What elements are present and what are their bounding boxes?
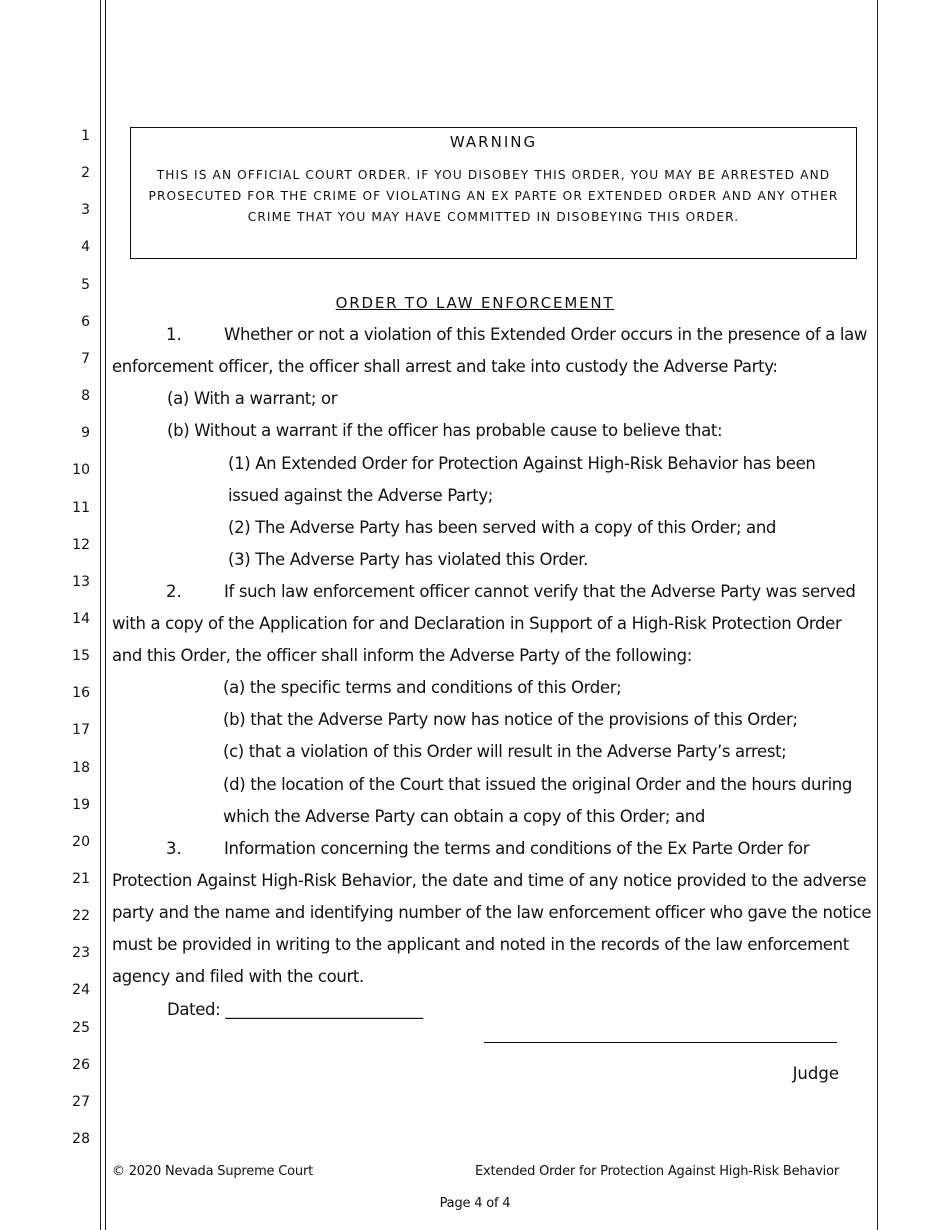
line-number: 14	[72, 611, 90, 627]
paragraph-line: agency and filed with the court.	[112, 967, 364, 986]
left-margin-rule	[100, 0, 101, 1230]
paragraph-line: Protection Against High-Risk Behavior, the date and time of any notice provided to the adverse	[112, 871, 867, 890]
subitem-line: (a) With a warrant; or	[167, 389, 338, 408]
dated-field[interactable]: Dated: _________________________	[167, 1000, 423, 1019]
line-number: 5	[81, 277, 90, 293]
line-number: 3	[81, 202, 90, 218]
line-number: 24	[72, 982, 90, 998]
line-number: 17	[72, 722, 90, 738]
line-number: 15	[72, 648, 90, 664]
line-number: 12	[72, 537, 90, 553]
paragraph-line: party and the name and identifying number of the law enforcement officer who gave the notice	[112, 903, 872, 922]
subitem-line: (c) that a violation of this Order will result in the Adverse Party’s arrest;	[223, 742, 787, 761]
line-number: 6	[81, 314, 90, 330]
subitem-line: which the Adverse Party can obtain a copy of this Order; and	[223, 807, 705, 826]
line-number: 20	[72, 834, 90, 850]
line-number: 18	[72, 760, 90, 776]
footer-copyright: © 2020 Nevada Supreme Court	[112, 1164, 313, 1179]
paragraph-line: If such law enforcement officer cannot verify that the Adverse Party was served	[224, 582, 856, 601]
paragraph-line: with a copy of the Application for and Declaration in Support of a High-Risk Protection Order	[112, 614, 842, 633]
right-margin-rule	[877, 0, 878, 1230]
line-number: 9	[81, 425, 90, 441]
line-number: 21	[72, 871, 90, 887]
line-number: 19	[72, 797, 90, 813]
paragraph-line: and this Order, the officer shall inform the Adverse Party of the following:	[112, 646, 692, 665]
judge-signature-line[interactable]	[484, 1042, 837, 1043]
warning-text: THIS IS AN OFFICIAL COURT ORDER. IF YOU DISOBEY THIS ORDER, YOU MAY BE ARRESTED AND PROSECUTED FOR THE CRIME OF VIOLATING AN EX PARTE OR EXTENDED ORDER AND ANY OTHER CRIME THAT YOU MAY HAVE COMMITTED IN DISOBEYING THIS ORDER.	[148, 168, 839, 224]
warning-title: WARNING	[449, 133, 538, 151]
section-heading: ORDER TO LAW ENFORCEMENT	[335, 294, 615, 312]
line-number: 28	[72, 1131, 90, 1147]
line-number: 13	[72, 574, 90, 590]
line-number: 23	[72, 945, 90, 961]
paragraph-line: Whether or not a violation of this Extended Order occurs in the presence of a law	[224, 325, 868, 344]
line-number: 10	[72, 462, 90, 478]
line-number: 1	[81, 128, 90, 144]
item-number: 2.	[166, 582, 182, 601]
paragraph-line: must be provided in writing to the applicant and noted in the records of the law enforcement	[112, 935, 849, 954]
line-number: 11	[72, 500, 90, 516]
subitem-line: (3) The Adverse Party has violated this Order.	[228, 550, 589, 569]
paragraph-line: enforcement officer, the officer shall arrest and take into custody the Adverse Party:	[112, 357, 778, 376]
left-margin-rule-inner	[105, 0, 106, 1230]
subitem-line: (b) that the Adverse Party now has notice of the provisions of this Order;	[223, 710, 798, 729]
item-number: 1.	[166, 325, 182, 344]
line-number: 2	[81, 165, 90, 181]
footer-page-number: Page 4 of 4	[439, 1196, 511, 1211]
subitem-line: issued against the Adverse Party;	[228, 486, 493, 505]
paragraph-line: Information concerning the terms and conditions of the Ex Parte Order for	[224, 839, 810, 858]
line-number: 27	[72, 1094, 90, 1110]
subitem-line: (d) the location of the Court that issued the original Order and the hours during	[223, 775, 853, 794]
line-number: 4	[81, 239, 90, 255]
judge-label: Judge	[792, 1064, 839, 1083]
line-number: 7	[81, 351, 90, 367]
line-number: 22	[72, 908, 90, 924]
subitem-line: (a) the specific terms and conditions of this Order;	[223, 678, 622, 697]
line-number: 26	[72, 1057, 90, 1073]
subitem-line: (b) Without a warrant if the officer has probable cause to believe that:	[167, 421, 723, 440]
footer-form-title: Extended Order for Protection Against High-Risk Behavior	[475, 1164, 839, 1179]
line-number: 8	[81, 388, 90, 404]
item-number: 3.	[166, 839, 182, 858]
line-number: 25	[72, 1020, 90, 1036]
subitem-line: (1) An Extended Order for Protection Against High-Risk Behavior has been	[228, 454, 816, 473]
subitem-line: (2) The Adverse Party has been served with a copy of this Order; and	[228, 518, 777, 537]
line-number: 16	[72, 685, 90, 701]
warning-box	[130, 127, 857, 259]
